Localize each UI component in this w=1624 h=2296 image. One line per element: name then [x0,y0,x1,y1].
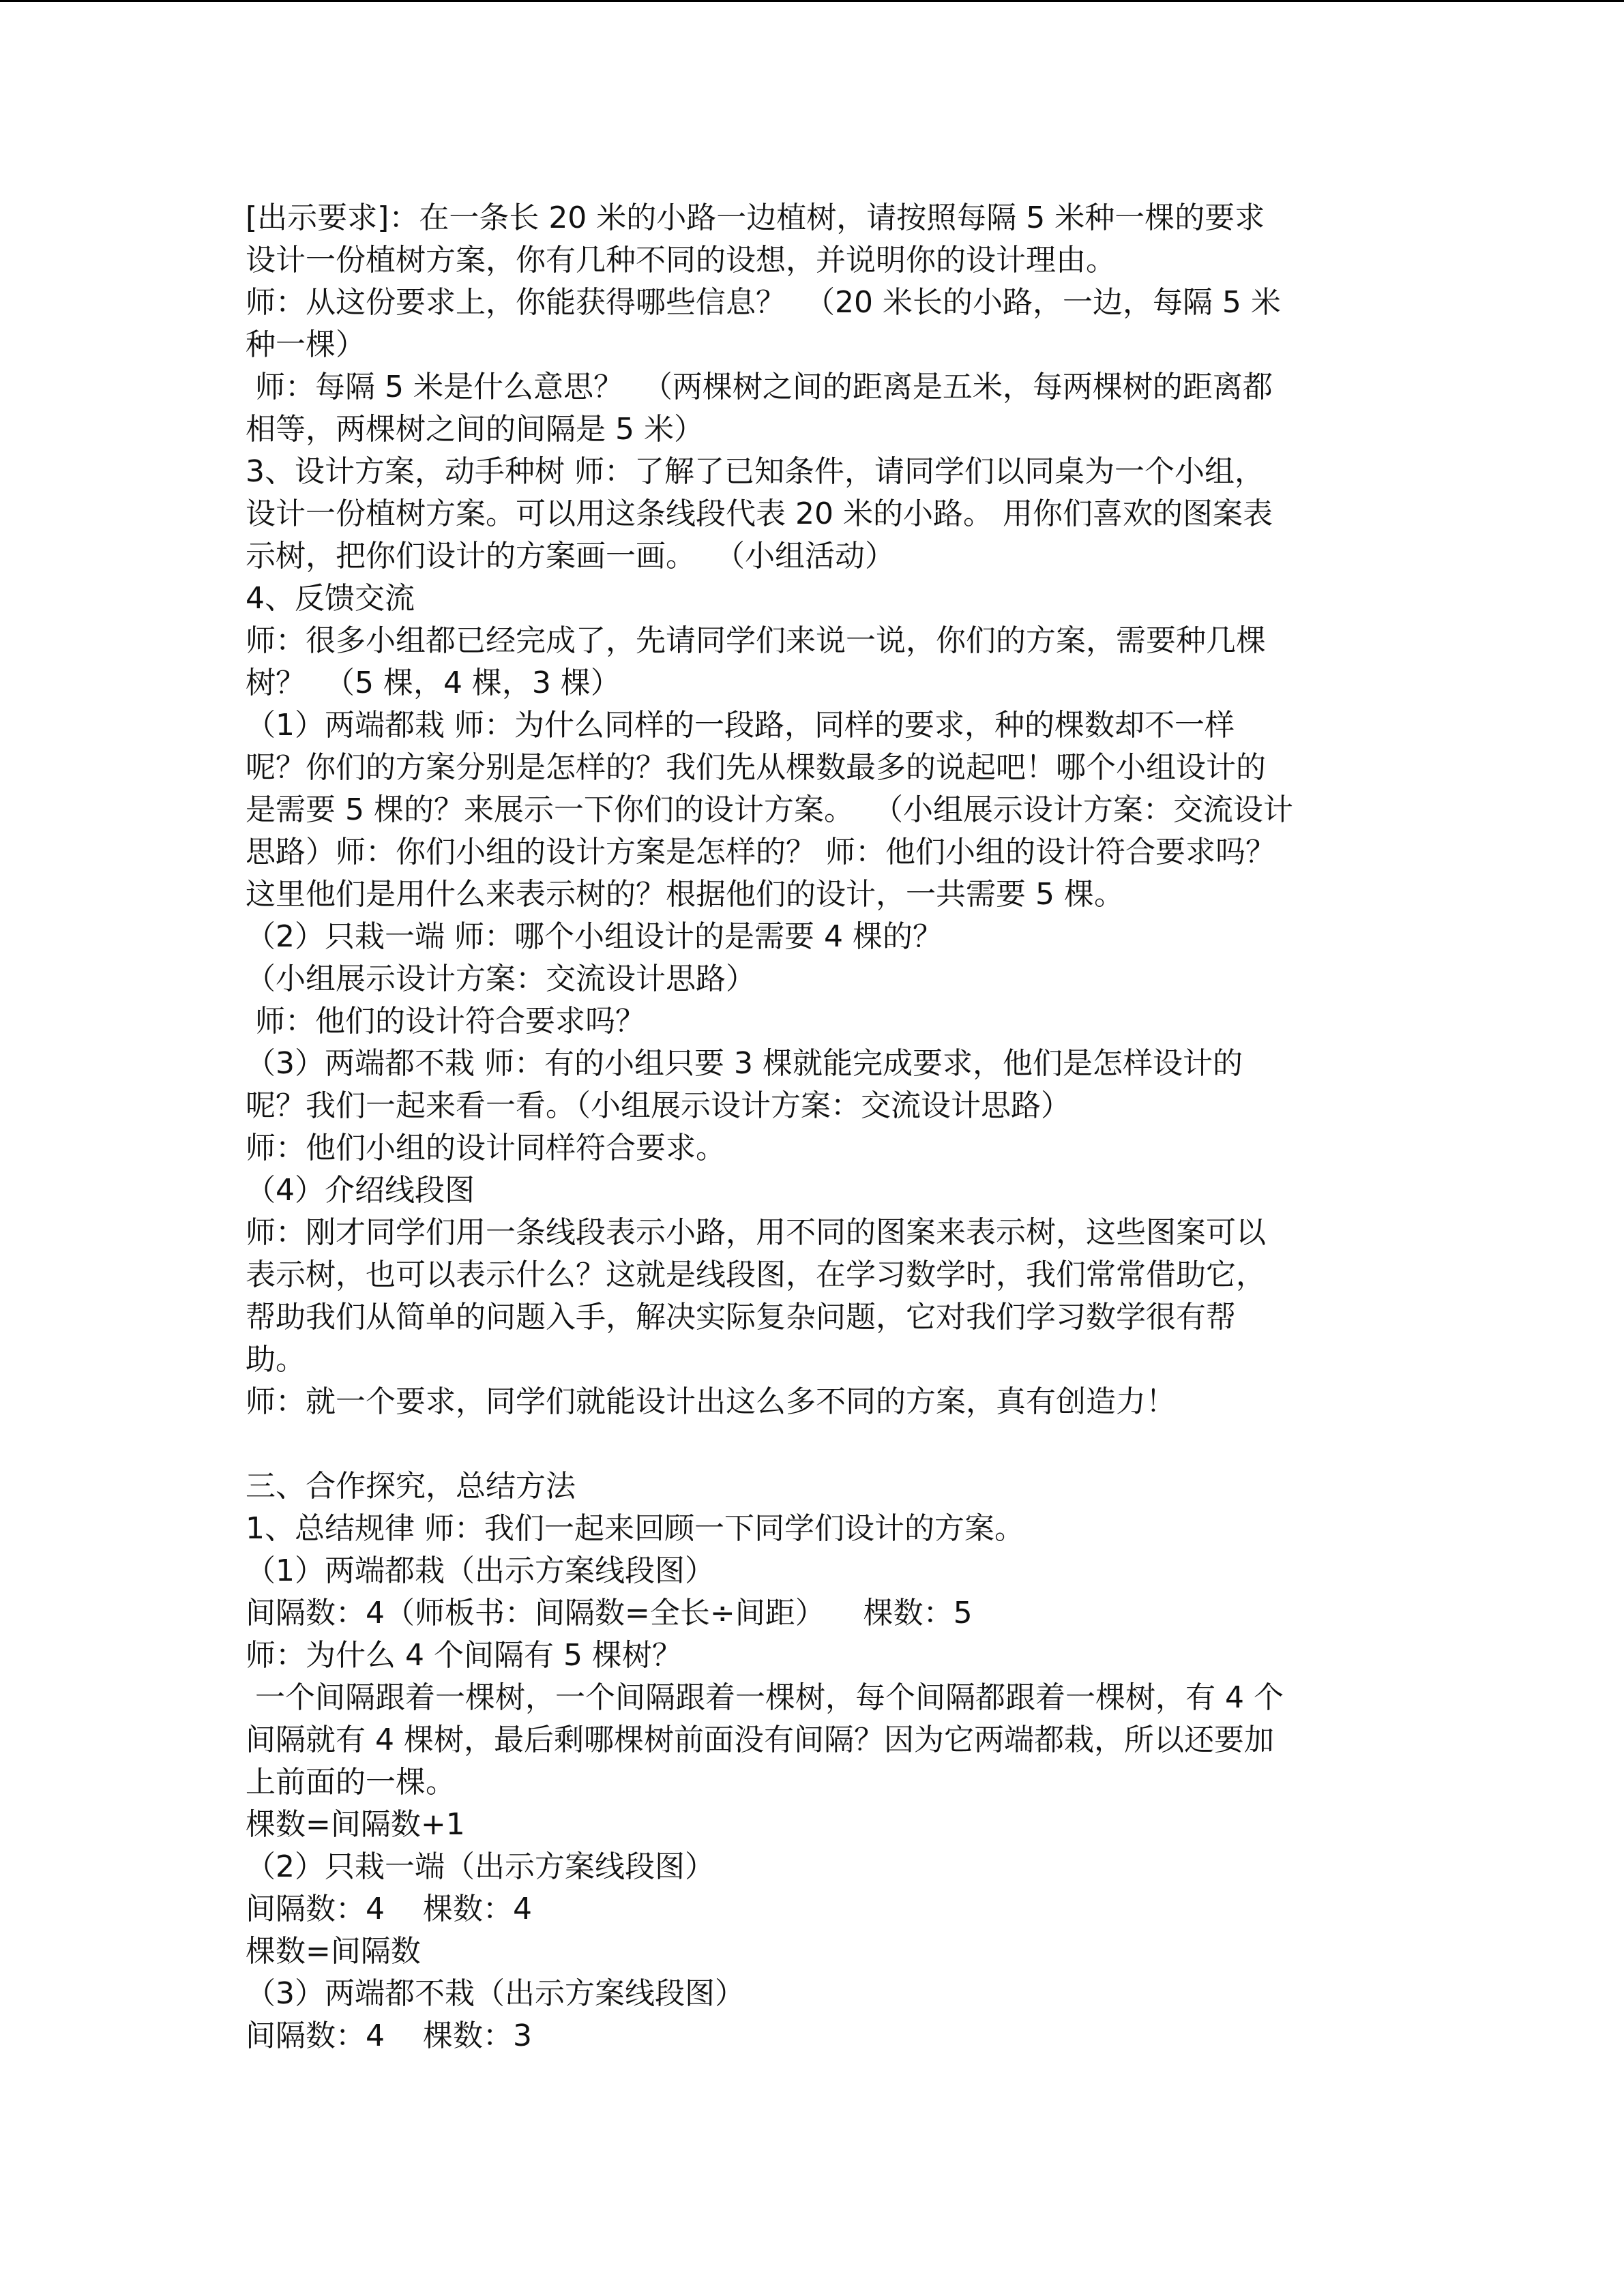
text-line-13: （1）两端都栽 师：为什么同样的一段路，同样的要求，种的棵数却不一样 [246,708,1235,743]
text-line-28: 助。 [246,1342,306,1377]
text-line-34: 间隔数：4（师板书：间隔数=全长÷间距） 棵数：5 [246,1596,973,1630]
text-line-4: 种一棵） [246,327,366,362]
text-line-17: 这里他们是用什么来表示树的？根据他们的设计，一共需要 5 棵。 [246,877,1124,912]
text-line-19: （小组展示设计方案：交流设计思路） [246,961,756,996]
formula-one-end: 棵数=间隔数 [246,1934,421,1969]
text-line-35: 师：为什么 4 个间隔有 5 棵树？ [246,1638,682,1673]
text-line-12: 树？ （5 棵，4 棵，3 棵） [246,666,621,700]
text-line-29: 师：就一个要求，同学们就能设计出这么多不同的方案，真有创造力！ [246,1384,1176,1419]
document-body [246,197,1378,2057]
text-line-15: 是需要 5 棵的？来展示一下你们的设计方案。 （小组展示设计方案：交流设计 [246,792,1293,827]
text-line-9: 示树，把你们设计的方案画一画。 （小组活动） [246,539,895,573]
text-line-11: 师：很多小组都已经完成了，先请同学们来说一说，你们的方案，需要种几棵 [246,623,1266,658]
text-line-7: 3、设计方案，动手种树 师：了解了已知条件，请同学们以同桌为一个小组， [246,454,1265,489]
blank-line [246,1423,1378,1465]
text-line-14: 呢？你们的方案分别是怎样的？我们先从棵数最多的说起吧！哪个小组设计的 [246,750,1266,785]
text-line-40: （2）只栽一端（出示方案线段图） [246,1849,715,1884]
text-line-27: 帮助我们从简单的问题入手，解决实际复杂问题，它对我们学习数学很有帮 [246,1300,1236,1335]
section-heading-feedback: 4、反馈交流 [246,581,415,616]
text-line-36: 一个间隔跟着一棵树，一个间隔跟着一棵树，每个间隔都跟着一棵树，有 4 个 [246,1680,1284,1715]
text-line-26: 表示树，也可以表示什么？这就是线段图，在学习数学时，我们常常借助它， [246,1257,1266,1292]
text-line-38: 上前面的一棵。 [246,1765,456,1800]
text-line-18: （2）只栽一端 师：哪个小组设计的是需要 4 棵的？ [246,919,943,954]
text-line-37: 间隔就有 4 棵树，最后剩哪棵树前面没有间隔？因为它两端都栽，所以还要加 [246,1723,1274,1757]
text-line-23: 师：他们小组的设计同样符合要求。 [246,1131,726,1165]
text-line-20: 师：他们的设计符合要求吗？ [246,1004,645,1039]
text-line-43: （3）两端都不栽（出示方案线段图） [246,1976,745,2011]
text-line-33: （1）两端都栽（出示方案线段图） [246,1553,715,1588]
text-line-44: 间隔数：4 棵数：3 [246,2018,532,2053]
text-line-41: 间隔数：4 棵数：4 [246,1892,532,1926]
text-line-6: 相等，两棵树之间的间隔是 5 米） [246,412,704,447]
text-line-2: 设计一份植树方案，你有几种不同的设想，并说明你的设计理由。 [246,243,1116,278]
formula-both-ends: 棵数=间隔数+1 [246,1807,465,1842]
text-line-24: （4）介绍线段图 [246,1173,475,1208]
text-line-8: 设计一份植树方案。可以用这条线段代表 20 米的小路。 用你们喜欢的图案表 [246,496,1273,531]
text-line-22: 呢？我们一起来看一看。（小组展示设计方案：交流设计思路） [246,1088,1071,1123]
text-line-25: 师：刚才同学们用一条线段表示小路，用不同的图案来表示树，这些图案可以 [246,1215,1266,1250]
text-line-32: 1、总结规律 师：我们一起来回顾一下同学们设计的方案。 [246,1511,1024,1546]
text-line-1: [出示要求]：在一条长 20 米的小路一边植树，请按照每隔 5 米种一棵的要求 [246,200,1265,235]
text-line-21: （3）两端都不栽 师：有的小组只要 3 棵就能完成要求，他们是怎样设计的 [246,1046,1243,1081]
section-heading-cooperative: 三、合作探究，总结方法 [246,1469,576,1504]
text-line-16: 思路）师：你们小组的设计方案是怎样的？ 师：他们小组的设计符合要求吗？ [246,835,1275,869]
text-line-5: 师：每隔 5 米是什么意思？ （两棵树之间的距离是五米，每两棵树的距离都 [246,370,1273,404]
text-line-3: 师：从这份要求上，你能获得哪些信息？ （20 米长的小路，一边，每隔 5 米 [246,285,1281,320]
